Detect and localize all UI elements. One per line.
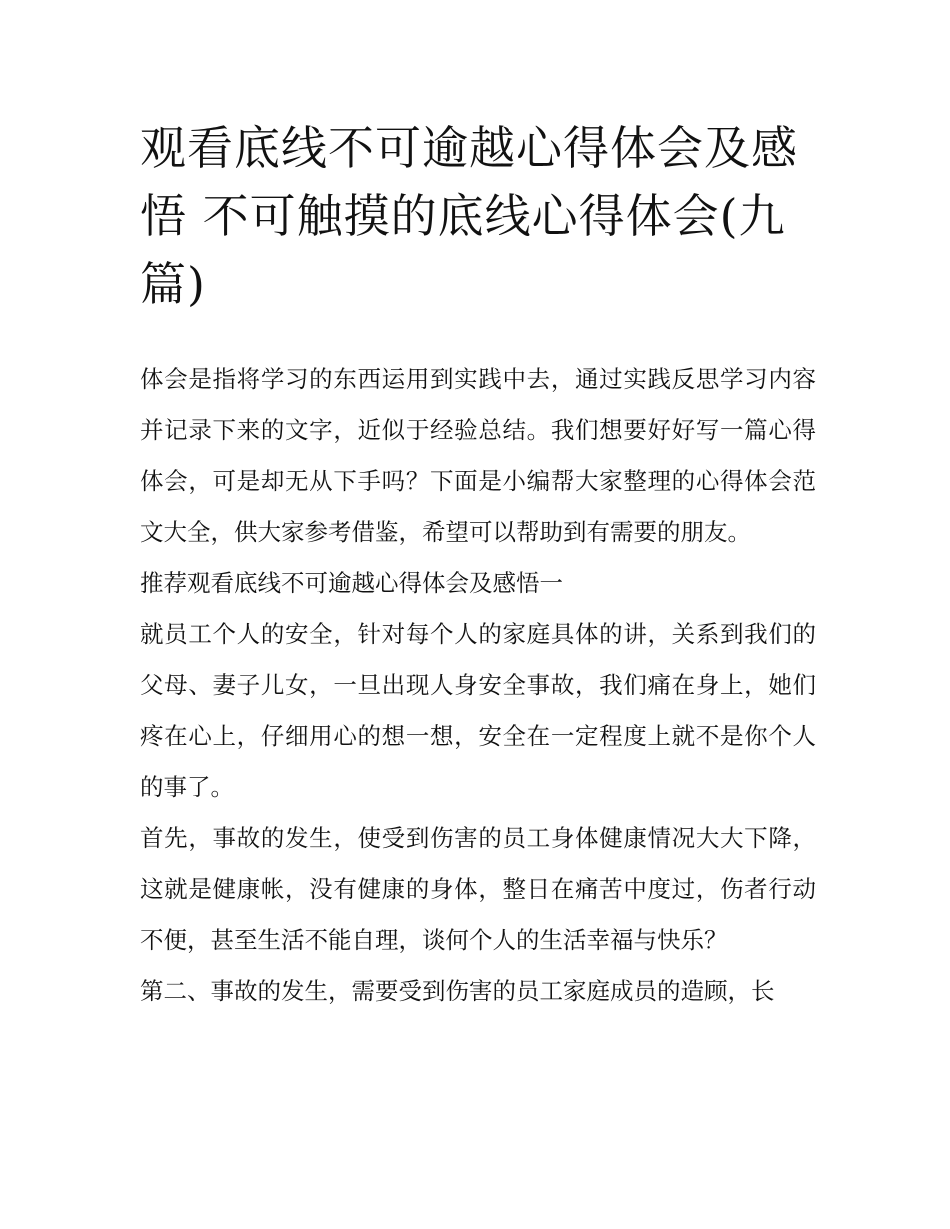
paragraph-2: 首先，事故的发生，使受到伤害的员工身体健康情况大大下降，这就是健康帐，没有健康的身体，整日在痛苦中度过，伤者行动不便，甚至生活不能自理，谈何个人的生活幸福与快乐？	[140, 824, 816, 954]
paragraph-3: 第二、事故的发生，需要受到伤害的员工家庭成员的造顾，长	[140, 977, 775, 1005]
document-body	[140, 354, 816, 1017]
paragraph-1: 就员工个人的安全，针对每个人的家庭具体的讲，关系到我们的父母、妻子儿女，一旦出现人身安全事故，我们痛在身上，她们疼在心上，仔细用心的想一想，安全在一定程度上就不是你个人的事了。	[140, 620, 816, 801]
document-title: 观看底线不可逾越心得体会及感悟 不可触摸的底线心得体会(九篇)	[140, 121, 798, 311]
paragraph-intro: 体会是指将学习的东西运用到实践中去，通过实践反思学习内容并记录下来的文字，近似于经验总结。我们想要好好写一篇心得体会，可是却无从下手吗？下面是小编帮大家整理的心得体会范文大全，供大家参考借鉴，希望可以帮助到有需要的朋友。	[140, 365, 816, 546]
section-heading: 推荐观看底线不可逾越心得体会及感悟一	[140, 569, 563, 597]
